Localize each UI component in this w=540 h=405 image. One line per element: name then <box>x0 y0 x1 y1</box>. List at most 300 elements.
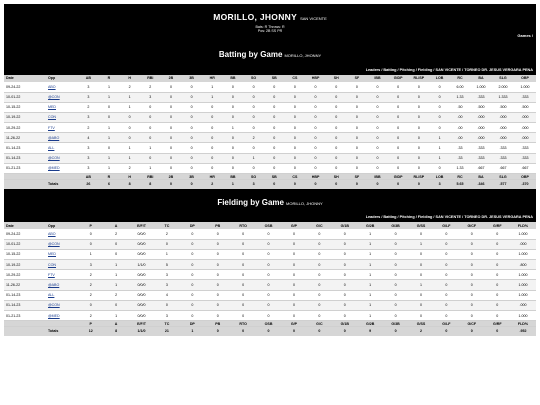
stat-cell: 0 <box>326 112 347 122</box>
stat-cell: 1 <box>408 280 433 290</box>
stat-cell: 0 <box>305 102 326 112</box>
game-date: 09-24-22 <box>4 82 46 92</box>
stat-cell: 0 <box>332 300 357 310</box>
repeat-header-cell: P <box>78 321 103 327</box>
batting-col-header[interactable]: IBB <box>367 75 388 82</box>
stat-cell: 1 <box>357 270 382 280</box>
stat-cell: .500 <box>470 102 492 112</box>
repeat-header-cell: G/CF <box>459 321 484 327</box>
fielding-col-header[interactable]: G/C <box>307 222 332 229</box>
batting-col-header[interactable]: H <box>119 75 140 82</box>
stat-cell: 1 <box>99 92 120 102</box>
stat-cell: 0 <box>285 82 306 92</box>
stat-cell: 0 <box>326 153 347 163</box>
batting-col-header[interactable]: OBP <box>514 75 536 82</box>
total-cell: 2 <box>202 180 223 189</box>
table-row <box>4 133 536 143</box>
stat-cell: 2 <box>78 311 103 321</box>
opponent-cell[interactable] <box>46 163 78 173</box>
player-team: SAN VICENTE <box>300 16 327 21</box>
batting-col-header[interactable]: HR <box>202 75 223 82</box>
batting-header-row <box>4 75 536 82</box>
stat-cell: 0 <box>264 153 285 163</box>
batting-col-header[interactable]: CS <box>285 75 306 82</box>
opponent-cell[interactable] <box>46 102 78 112</box>
repeat-header-cell: A <box>103 321 128 327</box>
game-date: 01-14-23 <box>4 153 46 163</box>
batting-col-header[interactable]: SLG <box>492 75 514 82</box>
opponent-cell[interactable] <box>46 112 78 122</box>
total-cell: 0 <box>181 180 202 189</box>
opponent-link[interactable]: @CON <box>48 303 60 308</box>
opponent-link[interactable]: ALL <box>48 293 55 298</box>
stat-cell: 0 <box>99 112 120 122</box>
stat-cell: 0 <box>383 249 408 259</box>
stat-cell: 0 <box>78 300 103 310</box>
batting-col-header[interactable]: Date <box>4 75 46 82</box>
stat-cell: 0 <box>202 163 223 173</box>
opponent-link[interactable]: @ABO <box>48 283 60 288</box>
opponent-cell[interactable] <box>46 123 78 133</box>
stat-cell: 0 <box>264 143 285 153</box>
batting-nav[interactable]: Leaders / Batting / Pitching / Fielding / SAN VICENTE / TORNEO DR. JESUS VERGARA PENA <box>365 67 533 72</box>
stat-cell: .000 <box>492 123 514 133</box>
table-row <box>4 290 536 300</box>
total-cell: 0 <box>256 327 281 336</box>
stat-cell: .500 <box>492 102 514 112</box>
stat-cell: 0 <box>230 229 255 239</box>
opponent-cell[interactable] <box>46 311 78 321</box>
stat-cell: .000 <box>470 133 492 143</box>
stat-cell: 0 <box>485 229 511 239</box>
stat-cell: 0/0/0 <box>129 280 154 290</box>
repeat-header-cell: SLG <box>492 174 514 180</box>
opponent-cell[interactable] <box>46 153 78 163</box>
fielding-table <box>4 222 536 336</box>
total-cell: 0 <box>285 180 306 189</box>
table-row <box>4 143 536 153</box>
repeat-header-cell: HBP <box>305 174 326 180</box>
repeat-header-cell: AB <box>78 174 99 180</box>
game-date: 09-24-22 <box>4 229 46 239</box>
stat-cell: 0 <box>223 112 244 122</box>
stat-cell: 2 <box>78 270 103 280</box>
batting-col-header[interactable]: BA <box>470 75 492 82</box>
stat-cell: 0 <box>230 280 255 290</box>
player-header <box>4 4 536 62</box>
total-cell: 0 <box>332 327 357 336</box>
opponent-link[interactable]: FTV <box>48 272 55 277</box>
stat-cell: 0 <box>78 229 103 239</box>
fielding-col-header[interactable]: Date <box>4 222 46 229</box>
stat-cell: 0 <box>367 123 388 133</box>
total-cell: .370 <box>514 180 536 189</box>
stat-cell: 0 <box>202 143 223 153</box>
opponent-cell[interactable] <box>46 133 78 143</box>
batting-col-header[interactable]: HBP <box>305 75 326 82</box>
total-cell: 8 <box>119 180 140 189</box>
stat-cell: 0 <box>140 123 161 133</box>
batting-col-header[interactable]: Opp <box>46 75 78 82</box>
stat-cell: 0 <box>205 300 230 310</box>
table-row <box>4 229 536 239</box>
stat-cell: 2 <box>78 102 99 112</box>
total-cell: 1/1/0 <box>129 327 154 336</box>
batting-col-header[interactable]: BB <box>223 75 244 82</box>
opponent-link[interactable]: MED <box>48 105 56 110</box>
stat-cell: 0 <box>243 112 264 122</box>
stat-cell: 0 <box>307 300 332 310</box>
games-link[interactable]: Games / <box>517 33 533 38</box>
stat-cell: 0 <box>305 123 326 133</box>
stat-cell: 1 <box>119 143 140 153</box>
fielding-col-header[interactable]: G/RF <box>485 222 511 229</box>
stat-cell: .000 <box>514 133 536 143</box>
stat-cell: .000 <box>492 112 514 122</box>
stat-cell: 0 <box>281 229 306 239</box>
stat-cell: 0 <box>388 112 409 122</box>
game-date: 10-19-22 <box>4 112 46 122</box>
stat-cell: 0 <box>285 123 306 133</box>
fielding-col-header[interactable]: G/CF <box>459 222 484 229</box>
stat-cell: 0 <box>383 260 408 270</box>
stat-cell: 0 <box>161 123 182 133</box>
opponent-cell[interactable] <box>46 249 78 259</box>
stat-cell: 0 <box>181 133 202 143</box>
stat-cell: 0 <box>307 260 332 270</box>
stat-cell: 0 <box>256 290 281 300</box>
total-cell: 0 <box>459 327 484 336</box>
stat-cell: 0 <box>459 249 484 259</box>
stat-cell: 1.000 <box>470 82 492 92</box>
stat-cell: 0/0/0 <box>129 239 154 249</box>
stat-cell: 0 <box>347 133 368 143</box>
fielding-col-header[interactable]: Opp <box>46 222 78 229</box>
opponent-cell[interactable] <box>46 82 78 92</box>
stat-cell: 0 <box>326 143 347 153</box>
stat-cell: 0 <box>99 143 120 153</box>
table-row <box>4 280 536 290</box>
stat-cell: 0 <box>485 280 511 290</box>
stat-cell: 1 <box>243 153 264 163</box>
stat-cell: 0 <box>367 163 388 173</box>
stat-cell: 0 <box>332 229 357 239</box>
stat-cell: 0 <box>388 133 409 143</box>
stat-cell: 0 <box>205 249 230 259</box>
stat-cell: 0 <box>243 143 264 153</box>
stat-cell: 0 <box>230 270 255 280</box>
stat-cell: 3 <box>78 153 99 163</box>
stat-cell: 0 <box>408 229 433 239</box>
stat-cell: 0 <box>388 123 409 133</box>
stat-cell: 0 <box>202 102 223 112</box>
stat-cell: 0 <box>367 82 388 92</box>
stat-cell: 1 <box>357 311 382 321</box>
fielding-col-header[interactable]: E/F/T <box>129 222 154 229</box>
stat-cell: 2 <box>243 133 264 143</box>
table-row <box>4 270 536 280</box>
batting-col-header[interactable]: RBI <box>140 75 161 82</box>
stat-cell: 0 <box>256 260 281 270</box>
opponent-link[interactable]: @ABO <box>48 135 60 140</box>
stat-cell: .00 <box>450 112 470 122</box>
batting-col-header[interactable]: 3B <box>181 75 202 82</box>
stat-cell: 0 <box>281 239 306 249</box>
batting-col-header[interactable]: AB <box>78 75 99 82</box>
stat-cell: 0 <box>326 163 347 173</box>
batting-col-header[interactable]: R <box>99 75 120 82</box>
stat-cell: 0 <box>243 102 264 112</box>
total-cell: 0 <box>264 180 285 189</box>
total-cell: 0 <box>230 327 255 336</box>
stat-cell: 0 <box>367 112 388 122</box>
opponent-link[interactable]: MED <box>48 252 56 257</box>
table-row <box>4 239 536 249</box>
stat-cell: 1 <box>408 239 433 249</box>
stat-cell: 0 <box>434 239 459 249</box>
stat-cell: 0 <box>459 300 484 310</box>
stat-cell: 1.000 <box>510 229 536 239</box>
stat-cell: 1 <box>154 249 179 259</box>
stat-cell: 1 <box>140 163 161 173</box>
stat-cell: 0 <box>202 153 223 163</box>
total-cell: 0 <box>307 327 332 336</box>
stat-cell: 1 <box>357 239 382 249</box>
stat-cell: 0 <box>434 290 459 300</box>
fielding-col-header[interactable]: G/P <box>281 222 306 229</box>
repeat-header-cell: RBI <box>140 174 161 180</box>
fielding-nav[interactable]: Leaders / Batting / Pitching / Fielding / SAN VICENTE / TORNEO DR. JESUS VERGARA PENA <box>365 215 533 219</box>
total-cell: .346 <box>470 180 492 189</box>
stat-cell: 2 <box>119 82 140 92</box>
stat-cell: 0 <box>305 92 326 102</box>
batting-col-header[interactable]: RLISP <box>409 75 430 82</box>
stat-cell: 0 <box>205 311 230 321</box>
stat-cell: .000 <box>514 112 536 122</box>
fielding-col-header[interactable]: FLD% <box>510 222 536 229</box>
stat-cell: 0 <box>307 290 332 300</box>
stat-cell: 0 <box>264 92 285 102</box>
stat-cell: 0 <box>305 163 326 173</box>
fielding-title: Fielding by Game <box>217 198 284 207</box>
stat-cell: 0 <box>409 123 430 133</box>
stat-cell: 0 <box>408 300 433 310</box>
stat-cell: .667 <box>470 163 492 173</box>
repeat-header-cell: PB <box>205 321 230 327</box>
fielding-col-header[interactable]: DP <box>180 222 205 229</box>
fielding-col-header[interactable]: G/2B <box>357 222 382 229</box>
batting-col-header[interactable]: 2B <box>161 75 182 82</box>
stat-cell: 0 <box>264 163 285 173</box>
stat-cell: 0 <box>429 123 450 133</box>
opponent-link[interactable]: @CON <box>48 95 60 100</box>
opponent-link[interactable]: @MED <box>48 166 60 171</box>
stat-cell: 0 <box>180 249 205 259</box>
stat-cell: 0 <box>140 102 161 112</box>
stat-cell: 0 <box>408 249 433 259</box>
stat-cell: 0 <box>103 249 128 259</box>
stat-cell: 3 <box>78 143 99 153</box>
total-cell: 0 <box>434 327 459 336</box>
opponent-cell[interactable] <box>46 143 78 153</box>
opponent-link[interactable]: @MED <box>48 313 60 318</box>
stat-cell: 0 <box>408 260 433 270</box>
stat-cell: 0 <box>332 260 357 270</box>
stat-cell: 0 <box>408 311 433 321</box>
stat-cell: 0 <box>326 82 347 92</box>
stat-cell: 1 <box>78 249 103 259</box>
stat-cell: .50 <box>450 102 470 112</box>
stat-cell: 0 <box>181 112 202 122</box>
table-row <box>4 249 536 259</box>
fielding-col-header[interactable]: P <box>78 222 103 229</box>
fielding-col-header[interactable]: G/1B <box>332 222 357 229</box>
opponent-cell[interactable] <box>46 92 78 102</box>
stat-cell: 0 <box>264 123 285 133</box>
player-position: Pos: 2B SS PR <box>257 29 283 34</box>
stat-cell: .000 <box>470 123 492 133</box>
stat-cell: 0 <box>409 133 430 143</box>
stat-cell: 0 <box>367 153 388 163</box>
batting-col-header[interactable]: SB <box>264 75 285 82</box>
opponent-link[interactable]: ALL <box>48 146 55 151</box>
opponent-cell[interactable] <box>46 239 78 249</box>
stat-cell: 0 <box>281 249 306 259</box>
fielding-col-header[interactable]: G/SS <box>408 222 433 229</box>
game-date: 01-14-23 <box>4 290 46 300</box>
stat-cell: 3 <box>140 92 161 102</box>
opponent-cell[interactable] <box>46 229 78 239</box>
stat-cell: 0 <box>154 300 179 310</box>
stat-cell: 0 <box>256 249 281 259</box>
total-cell: 21 <box>154 327 179 336</box>
fielding-col-header[interactable]: OSB <box>256 222 281 229</box>
stat-cell: 0 <box>459 239 484 249</box>
game-date: 10-15-22 <box>4 249 46 259</box>
stat-cell: 1 <box>202 82 223 92</box>
opponent-link[interactable]: @CON <box>48 156 60 161</box>
stat-cell: 1 <box>202 92 223 102</box>
stat-cell: 1.000 <box>510 290 536 300</box>
stat-cell: 1 <box>357 290 382 300</box>
stat-cell: 0 <box>285 92 306 102</box>
stat-cell: 0 <box>230 311 255 321</box>
opponent-link[interactable]: ABO <box>48 231 56 236</box>
stat-cell: 0 <box>285 102 306 112</box>
stat-cell: 6.00 <box>450 82 470 92</box>
fielding-col-header[interactable]: G/LF <box>434 222 459 229</box>
opponent-link[interactable]: FTV <box>48 125 55 130</box>
repeat-header-cell: E/F/T <box>129 321 154 327</box>
batting-col-header[interactable]: SH <box>326 75 347 82</box>
repeat-header-cell: OSB <box>256 321 281 327</box>
batting-col-header[interactable]: GIDP <box>388 75 409 82</box>
repeat-header-cell: G/C <box>307 321 332 327</box>
fielding-col-header[interactable]: A <box>103 222 128 229</box>
total-cell: 0 <box>161 180 182 189</box>
stat-cell: 0 <box>256 239 281 249</box>
opponent-link[interactable]: ABO <box>48 84 56 89</box>
stat-cell: 0 <box>202 112 223 122</box>
batting-col-header[interactable]: RC <box>450 75 470 82</box>
stat-cell: .000 <box>510 300 536 310</box>
stat-cell: 1 <box>140 143 161 153</box>
repeat-header-cell: G/P <box>281 321 306 327</box>
stat-cell: 0 <box>281 280 306 290</box>
fielding-col-header[interactable]: TC <box>154 222 179 229</box>
stat-cell: .33 <box>450 153 470 163</box>
stat-cell: 0 <box>332 239 357 249</box>
stat-cell: 0 <box>161 143 182 153</box>
opponent-cell[interactable] <box>46 300 78 310</box>
repeat-header-cell: FLD% <box>510 321 536 327</box>
total-cell: 0 <box>485 327 511 336</box>
stat-cell: .333 <box>514 153 536 163</box>
repeat-header-cell: 3B <box>181 174 202 180</box>
stat-cell: 0 <box>205 260 230 270</box>
fielding-col-header[interactable]: G/3B <box>383 222 408 229</box>
stat-cell: 1 <box>103 260 128 270</box>
stat-cell: 5 <box>154 260 179 270</box>
game-date: 01-14-23 <box>4 143 46 153</box>
opponent-cell[interactable] <box>46 280 78 290</box>
stat-cell: 0 <box>103 239 128 249</box>
fielding-subtitle: MORILLO, JHONNY <box>286 201 323 206</box>
stat-cell: 0 <box>434 260 459 270</box>
stat-cell: 0 <box>434 300 459 310</box>
stat-cell: 1.33 <box>450 92 470 102</box>
stat-cell: 0 <box>230 239 255 249</box>
stat-cell: 0 <box>264 112 285 122</box>
stat-cell: .00 <box>450 123 470 133</box>
stat-cell: 0 <box>429 163 450 173</box>
repeat-header-cell: RTO <box>230 321 255 327</box>
opponent-cell[interactable] <box>46 290 78 300</box>
total-cell: .952 <box>510 327 536 336</box>
stat-cell: 0 <box>223 143 244 153</box>
opponent-cell[interactable] <box>46 270 78 280</box>
fielding-col-header[interactable]: PB <box>205 222 230 229</box>
stat-cell: 0 <box>367 102 388 112</box>
stat-cell: 0 <box>281 311 306 321</box>
stat-cell: 0 <box>181 123 202 133</box>
opponent-link[interactable]: CON <box>48 115 56 120</box>
stat-cell: 0 <box>307 270 332 280</box>
batting-col-header[interactable]: SO <box>243 75 264 82</box>
opponent-link[interactable]: @CON <box>48 242 60 247</box>
total-cell: 5.65 <box>450 180 470 189</box>
batting-col-header[interactable]: LOB <box>429 75 450 82</box>
fielding-col-header[interactable]: RTO <box>230 222 255 229</box>
stat-cell: 0 <box>408 270 433 280</box>
batting-col-header[interactable]: SF <box>347 75 368 82</box>
stat-cell: 0 <box>181 163 202 173</box>
stat-cell: 0 <box>223 163 244 173</box>
opponent-link[interactable]: CON <box>48 262 56 267</box>
stat-cell: 1 <box>99 163 120 173</box>
repeat-header-cell: RC <box>450 174 470 180</box>
stat-cell: 0 <box>140 112 161 122</box>
stat-cell: 0 <box>202 123 223 133</box>
stat-cell: 0 <box>285 153 306 163</box>
table-row <box>4 92 536 102</box>
stat-cell: 0 <box>459 280 484 290</box>
stat-cell: 0 <box>161 112 182 122</box>
game-date: 10-15-22 <box>4 102 46 112</box>
stat-cell: .667 <box>492 163 514 173</box>
stat-cell: 3 <box>154 270 179 280</box>
opponent-cell[interactable] <box>46 260 78 270</box>
